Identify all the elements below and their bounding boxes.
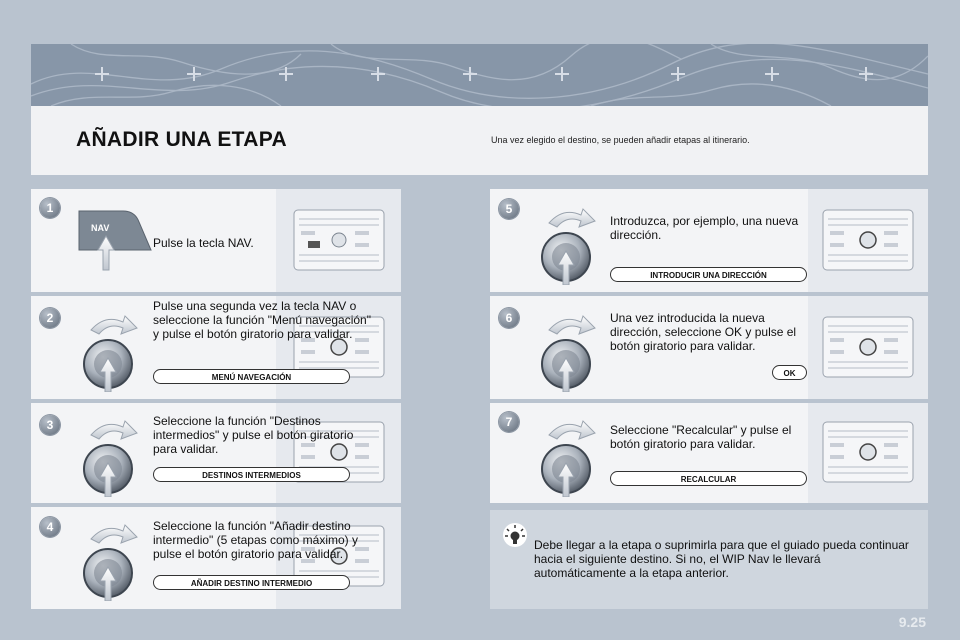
rotate-arrow-icon <box>549 421 595 439</box>
step-number-1: 1 <box>40 198 60 218</box>
rotary-knob-icon <box>79 413 149 497</box>
section-header <box>31 106 928 175</box>
step-number-6: 6 <box>499 308 519 328</box>
radio-panel-icon <box>822 316 914 378</box>
destinos-intermedios-button[interactable]: DESTINOS INTERMEDIOS <box>153 467 350 482</box>
radio-panel-icon <box>822 209 914 271</box>
step-card-2 <box>31 296 401 399</box>
intro-text: Una vez elegido el destino, se pueden añadir etapas al itinerario. <box>491 135 750 145</box>
step-text-6: Una vez introducida la nueva dirección, seleccione OK y pulse el botón giratorio para validar. <box>610 311 797 353</box>
map-banner <box>31 44 928 106</box>
rotary-knob-icon <box>537 413 607 497</box>
rotary-knob-icon <box>537 201 607 285</box>
step-card-4 <box>31 507 401 609</box>
step-text-4: Seleccione la función "Añadir destino intermedio" (5 etapas como máximo) y pulse el botón giratorio para validar. <box>153 519 359 561</box>
ok-button[interactable]: OK <box>772 365 807 380</box>
rotate-arrow-icon <box>91 421 137 439</box>
step-text-5: Introduzca, por ejemplo, una nueva dirección. <box>610 214 799 242</box>
tip-text: Debe llegar a la etapa o suprimirla para que el guiado pueda continuar hacia el siguiente destino. Si no, el WIP Nav le llevará automáticamente a la etapa anterior. <box>534 538 909 580</box>
map-contour-decoration <box>31 44 928 106</box>
radio-panel-icon <box>822 421 914 483</box>
tip-box <box>490 510 928 609</box>
step-text-2: Pulse una segunda vez la tecla NAV o seleccione la función "Menú navegación" y pulse el botón giratorio para validar. <box>153 299 371 341</box>
nav-key-label: NAV <box>91 223 110 233</box>
lightbulb-icon <box>502 522 528 548</box>
step-card-5 <box>490 189 928 292</box>
step-card-3 <box>31 403 401 503</box>
step-text-7: Seleccione "Recalcular" y pulse el botón giratorio para validar. <box>610 423 792 451</box>
step-card-6 <box>490 296 928 399</box>
recalcular-button[interactable]: RECALCULAR <box>610 471 807 486</box>
step-number-7: 7 <box>499 412 519 432</box>
radio-panel-image <box>808 403 928 503</box>
step-card-7 <box>490 403 928 503</box>
rotary-knob-icon <box>79 517 149 601</box>
rotate-arrow-icon <box>549 316 595 334</box>
rotary-knob-icon <box>537 308 607 392</box>
menu-navegacion-button[interactable]: MENÚ NAVEGACIÓN <box>153 369 350 384</box>
step-number-5: 5 <box>499 199 519 219</box>
step-text-3: Seleccione la función "Destinos intermedios" y pulse el botón giratorio para validar. <box>153 414 354 456</box>
rotary-knob-icon <box>79 308 149 392</box>
step-number-4: 4 <box>40 517 60 537</box>
step-number-2: 2 <box>40 308 60 328</box>
rotate-arrow-icon <box>91 525 137 543</box>
step-card-1 <box>31 189 401 292</box>
rotate-arrow-icon <box>549 209 595 227</box>
page-number: 9.25 <box>898 614 926 630</box>
step-number-3: 3 <box>40 415 60 435</box>
rotate-arrow-icon <box>91 316 137 334</box>
page-title: AÑADIR UNA ETAPA <box>76 128 287 151</box>
radio-panel-image <box>808 189 928 292</box>
anadir-destino-intermedio-button[interactable]: AÑADIR DESTINO INTERMEDIO <box>153 575 350 590</box>
introducir-direccion-button[interactable]: INTRODUCIR UNA DIRECCIÓN <box>610 267 807 282</box>
step-text-1: Pulse la tecla NAV. <box>153 236 254 250</box>
nav-key-icon <box>73 206 153 272</box>
radio-panel-image <box>808 296 928 399</box>
